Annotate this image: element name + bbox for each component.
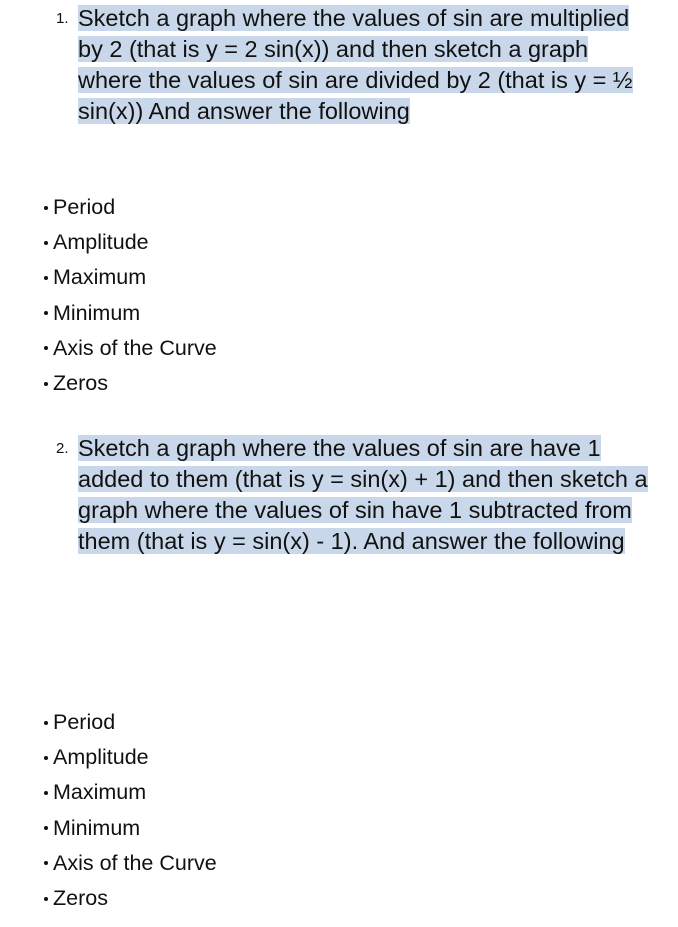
list-item xyxy=(40,846,217,881)
list-item-label: Amplitude xyxy=(53,745,149,770)
list-item-label: Minimum xyxy=(53,300,141,325)
bullet-icon xyxy=(44,721,48,725)
question-2-checklist xyxy=(40,705,217,916)
question-1 xyxy=(56,3,666,127)
bullet-icon xyxy=(44,311,48,315)
list-item-label: Maximum xyxy=(53,780,147,805)
bullet-icon xyxy=(44,276,48,280)
question-1-number: 1. xyxy=(56,10,69,27)
list-item xyxy=(40,775,217,810)
bullet-icon xyxy=(44,826,48,830)
list-item-label: Axis of the Curve xyxy=(53,850,217,875)
list-item xyxy=(40,366,217,401)
list-item xyxy=(40,740,217,775)
bullet-icon xyxy=(44,861,48,865)
question-2-number: 2. xyxy=(56,440,69,457)
list-item xyxy=(40,190,217,225)
list-item-label: Zeros xyxy=(53,885,108,910)
question-1-checklist xyxy=(40,190,217,401)
list-item xyxy=(40,260,217,295)
list-item-label: Amplitude xyxy=(53,230,149,255)
bullet-icon xyxy=(44,756,48,760)
question-2-text xyxy=(74,433,658,557)
list-item xyxy=(40,331,217,366)
bullet-icon xyxy=(44,346,48,350)
question-2-highlighted-text: Sketch a graph where the values of sin are have 1 added to them (that is y = sin(x) + 1) and then sketch a graph where the values of sin have 1 subtracted from them (that is y = sin(x) - 1). And answer the following xyxy=(78,435,648,554)
list-item-label: Minimum xyxy=(53,815,141,840)
question-1-text xyxy=(74,3,658,127)
bullet-icon xyxy=(44,241,48,245)
list-item xyxy=(40,225,217,260)
list-item-label: Period xyxy=(53,710,116,734)
question-1-highlighted-text: Sketch a graph where the values of sin are multiplied by 2 (that is y = 2 sin(x)) and then sketch a graph where the values of sin are divided by 2 (that is y = ½ sin(x)) And answer the following xyxy=(78,5,633,124)
bullet-icon xyxy=(44,382,48,386)
bullet-icon xyxy=(44,791,48,795)
question-2-row xyxy=(56,433,666,557)
list-item-label: Zeros xyxy=(53,370,108,395)
question-2 xyxy=(56,433,666,557)
list-item-label: Axis of the Curve xyxy=(53,335,217,360)
list-item-label: Maximum xyxy=(53,265,147,290)
list-item-label: Period xyxy=(53,195,116,219)
list-item xyxy=(40,811,217,846)
list-item xyxy=(40,881,217,916)
bullet-icon xyxy=(44,206,48,210)
list-item xyxy=(40,705,217,740)
list-item xyxy=(40,296,217,331)
question-1-row xyxy=(56,3,666,127)
bullet-icon xyxy=(44,897,48,901)
